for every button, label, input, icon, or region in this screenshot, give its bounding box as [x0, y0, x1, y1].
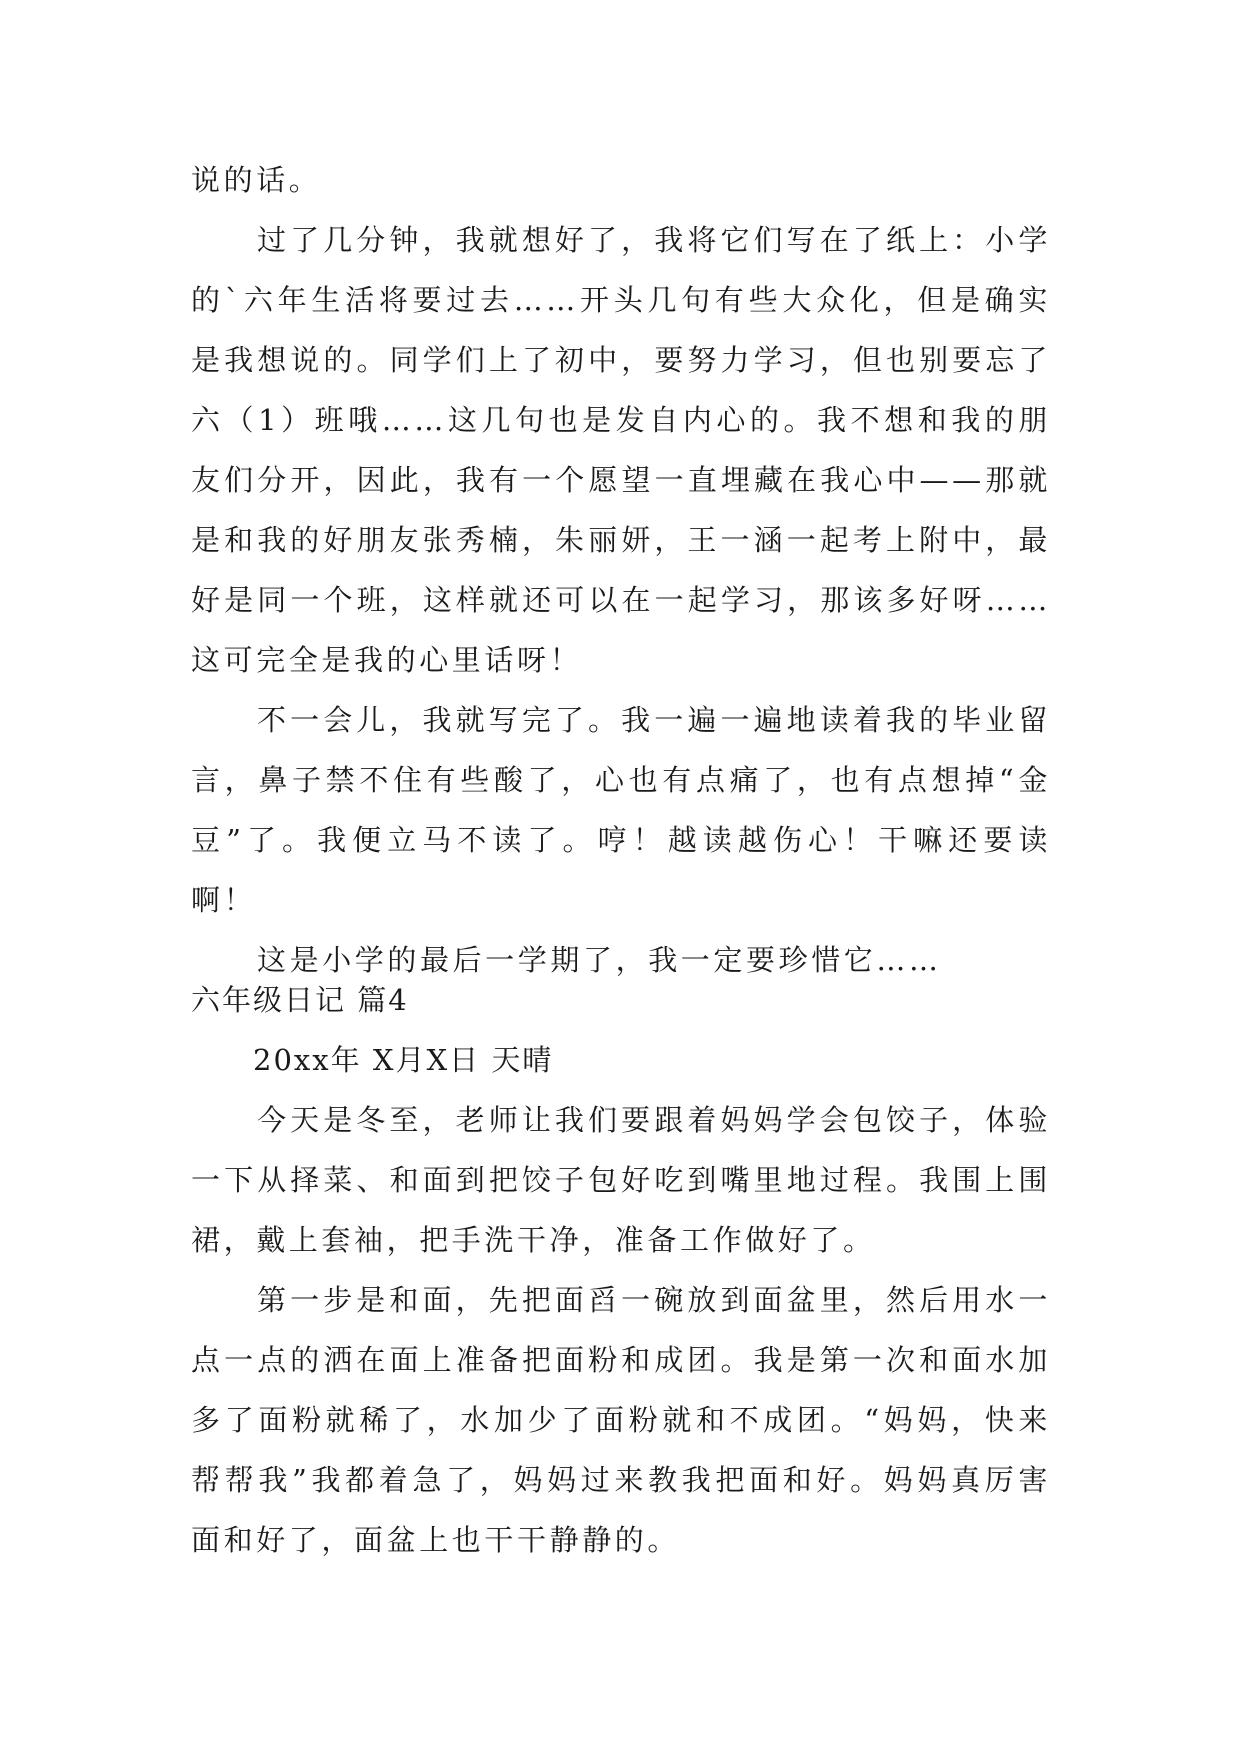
section-heading: 六年级日记 篇4: [191, 983, 409, 1017]
date-weather-line: 20xx年 X月X日 天晴: [253, 1043, 554, 1077]
continuation-paragraph-3: 不一会儿，我就写完了。我一遍一遍地读着我的毕业留言，鼻子禁不住有些酸了，心也有点痛了，也有点想掉“金豆”了。我便立马不读了。哼！越读越伤心！干嘛还要读啊！: [191, 703, 1051, 917]
continuation-paragraph-4: 这是小学的最后一学期了，我一定要珍惜它……: [257, 943, 942, 977]
section4-paragraph-1: 今天是冬至，老师让我们要跟着妈妈学会包饺子，体验一下从择菜、和面到把饺子包好吃到嘴里地过程。我围上围裙，戴上套袖，把手洗干净，准备工作做好了。: [191, 1103, 1051, 1257]
previous-entry-continuation: [191, 150, 1051, 990]
continuation-paragraph-2: 过了几分钟，我就想好了，我将它们写在了纸上：小学的`六年生活将要过去……开头几句有些大众化，但是确实是我想说的。同学们上了初中，要努力学习，但也别要忘了六（1）班哦……这几句也是发自内心的。我不想和我的朋友们分开，因此，我有一个愿望一直埋藏在我心中——那就是和我的好朋友张秀楠，朱丽妍，王一涵一起考上附中，最好是同一个班，这样就还可以在一起学习，那该多好呀……这可完全是我的心里话呀！: [191, 223, 1051, 677]
section4-paragraph-2: 第一步是和面，先把面舀一碗放到面盆里，然后用水一点一点的洒在面上准备把面粉和成团。我是第一次和面水加多了面粉就稀了，水加少了面粉就和不成团。“妈妈，快来帮帮我”我都着急了，妈妈过来教我把面和好。妈妈真厉害面和好了，面盆上也干干静静的。: [191, 1283, 1051, 1557]
continuation-paragraph-1: 说的话。: [191, 163, 322, 197]
diary-entry-section-4: [191, 970, 1051, 1570]
